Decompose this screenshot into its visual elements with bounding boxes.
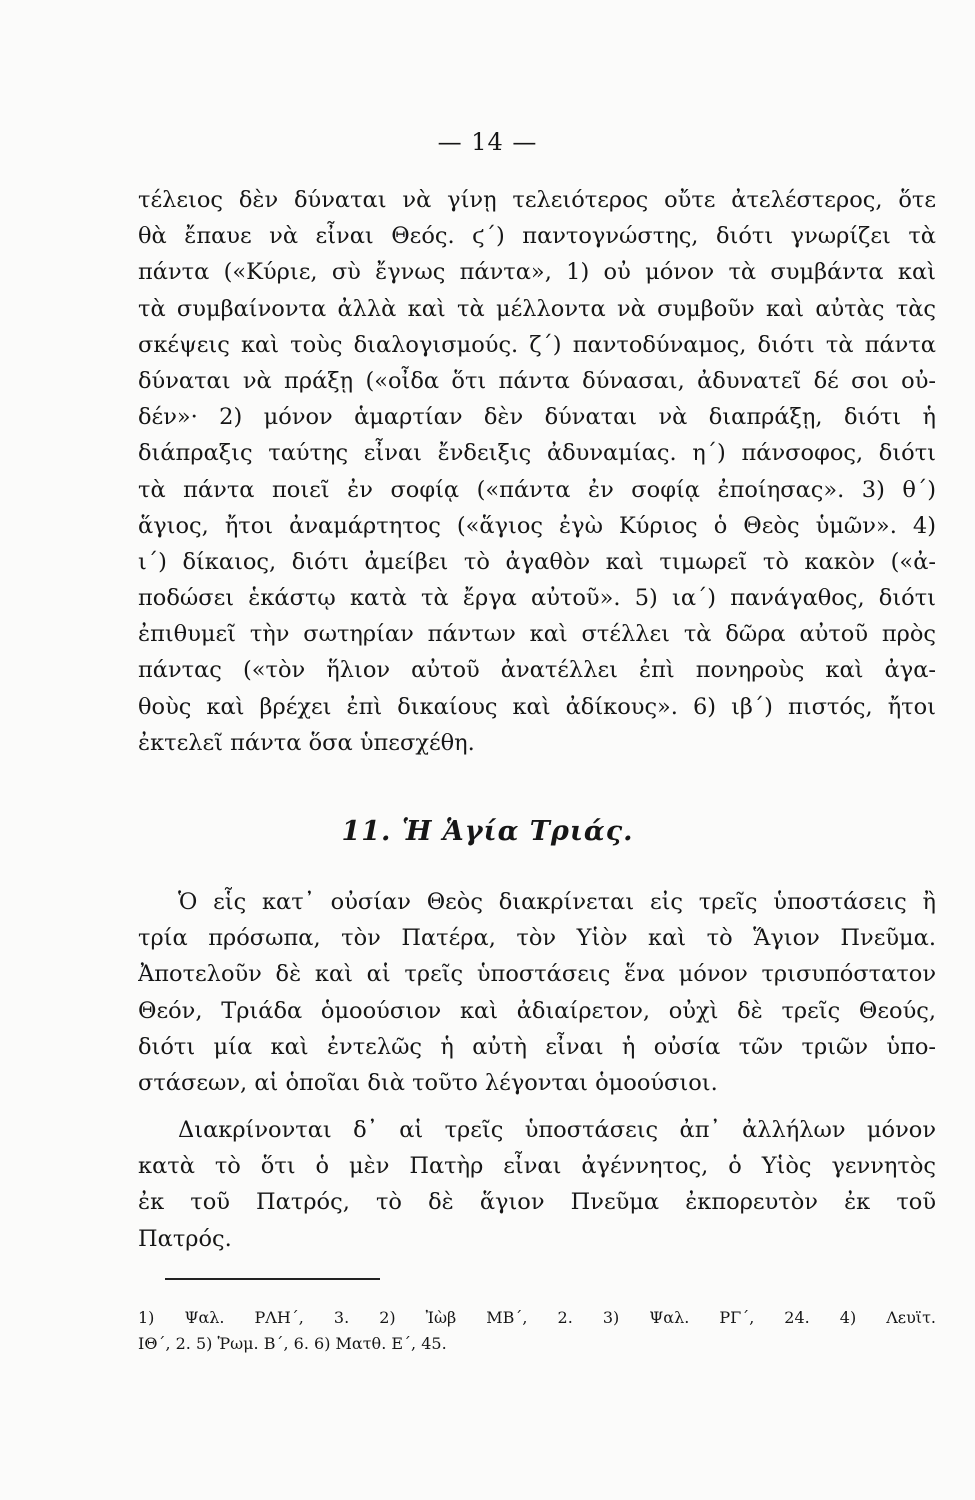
- text-line: δύναται νὰ πράξῃ («οἶδα ὅτι πάντα δύνασαι, ἀδυνατεῖ δέ σοι οὐ-: [138, 367, 936, 394]
- text-line: ι΄) δίκαιος, διότι ἀμείβει τὸ ἀγαθὸν καὶ τιμωρεῖ τὸ κακὸν («ἀ-: [138, 548, 936, 575]
- text-line: Θεόν, Τριάδα ὁμοούσιον καὶ ἀδιαίρετον, οὐχὶ δὲ τρεῖς Θεούς,: [138, 997, 936, 1024]
- text-line: ἐκτελεῖ πάντα ὅσα ὑπεσχέθη.: [138, 729, 475, 756]
- text-line: κατὰ τὸ ὅτι ὁ μὲν Πατὴρ εἶναι ἀγέννητος, ὁ Υἱὸς γεννητὸς: [138, 1153, 936, 1180]
- text-line: τρία πρόσωπα, τὸν Πατέρα, τὸν Υἱὸν καὶ τὸ Ἅγιον Πνεῦμα.: [138, 925, 936, 952]
- section-heading: 11. Ἡ Ἁγία Τριάς.: [341, 816, 634, 847]
- text-line: ἐπιθυμεῖ τὴν σωτηρίαν πάντων καὶ στέλλει τὰ δῶρα αὐτοῦ πρὸς: [138, 621, 936, 648]
- text-line: πάντας («τὸν ἥλιον αὐτοῦ ἀνατέλλει ἐπὶ πονηροὺς καὶ ἀγα-: [138, 657, 936, 684]
- paragraph-attributes-of-god: [138, 182, 936, 761]
- text-line: δέν»· 2) μόνον ἁμαρτίαν δὲν δύναται νὰ διαπράξῃ, διότι ἡ: [138, 404, 936, 431]
- text-line: Ἀποτελοῦν δὲ καὶ αἱ τρεῖς ὑποστάσεις ἕνα μόνον τρισυπόστατον: [138, 961, 936, 988]
- footnote-line: ΙΘ΄, 2. 5) Ῥωμ. Β΄, 6. 6) Ματθ. Ε΄, 45.: [138, 1334, 447, 1353]
- paragraph-holy-trinity: [138, 884, 936, 1101]
- text-line: Διακρίνονται δ᾽ αἱ τρεῖς ὑποστάσεις ἀπ᾽ ἀλλήλων μόνον: [178, 1117, 936, 1143]
- text-line: ἐκ τοῦ Πατρός, τὸ δὲ ἅγιον Πνεῦμα ἐκπορευτὸν ἐκ τοῦ: [138, 1189, 936, 1216]
- text-line: θὰ ἔπαυε νὰ εἶναι Θεός. ϛ΄) παντογνώστης, διότι γνωρίζει τὰ: [138, 223, 936, 250]
- page-number: — 14 —: [437, 128, 538, 156]
- text-line: πάντα («Κύριε, σὺ ἔγνως πάντα», 1) οὐ μόνον τὰ συμβάντα καὶ: [138, 259, 936, 286]
- text-line: διότι μία καὶ ἐντελῶς ἡ αὐτὴ εἶναι ἡ οὐσία τῶν τριῶν ὑπο-: [138, 1033, 936, 1060]
- paragraph-distinction-of-persons: [138, 1112, 936, 1257]
- text-line: τὰ πάντα ποιεῖ ἐν σοφίᾳ («πάντα ἐν σοφίᾳ ἐποίησας». 3) θ΄): [138, 476, 936, 503]
- text-line: Πατρός.: [138, 1225, 232, 1252]
- text-line: σκέψεις καὶ τοὺς διαλογισμούς. ζ΄) παντοδύναμος, διότι τὰ πάντα: [138, 331, 936, 358]
- text-line: διάπραξις ταύτης εἶναι ἔνδειξις ἀδυναμίας. η΄) πάνσοφος, διότι: [138, 440, 936, 467]
- text-line: Ὁ εἷς κατ᾽ οὐσίαν Θεὸς διακρίνεται εἰς τρεῖς ὑποστάσεις ἢ: [178, 889, 936, 915]
- footnotes: [138, 1305, 936, 1357]
- text-line: ἅγιος, ἤτοι ἀναμάρτητος («ἅγιος ἐγὼ Κύριος ὁ Θεὸς ὑμῶν». 4): [138, 512, 936, 539]
- text-line: τέλειος δὲν δύναται νὰ γίνῃ τελειότερος οὔτε ἀτελέστερος, ὅτε: [138, 187, 936, 213]
- text-line: τὰ συμβαίνοντα ἀλλὰ καὶ τὰ μέλλοντα νὰ συμβοῦν καὶ αὐτὰς τὰς: [138, 295, 936, 322]
- footnote-divider: [165, 1278, 380, 1280]
- footnote-line: 1) Ψαλ. ΡΛΗ΄, 3. 2) Ἰὼβ ΜΒ΄, 2. 3) Ψαλ. ΡΓ΄, 24. 4) Λευϊτ.: [138, 1308, 936, 1327]
- text-line: στάσεων, αἱ ὁποῖαι διὰ τοῦτο λέγονται ὁμοούσιοι.: [138, 1069, 718, 1096]
- text-line: ποδώσει ἑκάστῳ κατὰ τὰ ἔργα αὐτοῦ». 5) ια΄) πανάγαθος, διότι: [138, 585, 936, 612]
- text-line: θοὺς καὶ βρέχει ἐπὶ δικαίους καὶ ἀδίκους». 6) ιβ΄) πιστός, ἤτοι: [138, 693, 936, 720]
